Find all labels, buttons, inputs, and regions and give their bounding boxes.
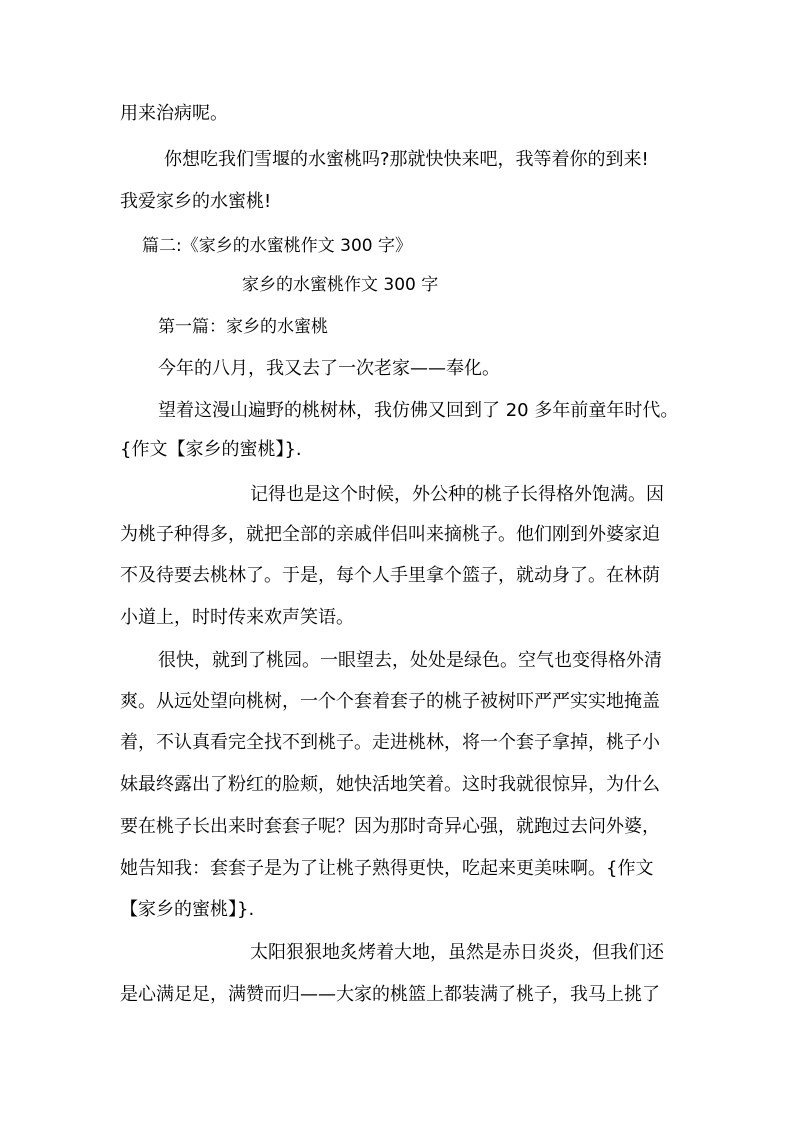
text-line: 记得也是这个时候，外公种的桃子长得格外饱满。因 bbox=[250, 484, 664, 505]
text-line: 是心满足足，满赞而归——大家的桃篮上都装满了桃子，我马上挑了 bbox=[120, 984, 660, 1005]
text-line: 很快，就到了桃园。一眼望去，处处是绿色。空气也变得格外清 bbox=[158, 650, 662, 671]
text-line: 用来治病呢。 bbox=[120, 103, 228, 124]
text-line: 小道上，时时传来欢声笑语。 bbox=[120, 607, 354, 628]
text-line: 着，不认真看完全找不到桃子。走进桃林，将一个套子拿掉，桃子小 bbox=[120, 732, 660, 753]
text-line: 望着这漫山遍野的桃树林，我仿佛又回到了 20 多年前童年时代。 bbox=[158, 400, 679, 421]
text-line: 你想吃我们雪堰的水蜜桃吗?那就快快来吧，我等着你的到来! bbox=[164, 149, 649, 170]
text-line: 爽。从远处望向桃树，一个个套着套子的桃子被树吓严严实实地掩盖 bbox=[120, 691, 660, 712]
text-line: 【家乡的蜜桃】}. bbox=[120, 899, 255, 920]
section-heading: 篇二:《家乡的水蜜桃作文 300 字》 bbox=[142, 236, 412, 256]
text-line: {作文【家乡的蜜桃】}. bbox=[120, 439, 302, 460]
text-line: 要在桃子长出来时套套子呢？因为那时奇异心强，就跑过去问外婆， bbox=[120, 816, 660, 837]
text-line: 太阳狠狠地炙烤着大地，虽然是赤日炎炎，但我们还 bbox=[250, 942, 664, 963]
text-line: 她告知我：套套子是为了让桃子熟得更快，吃起来更美味啊。{作文 bbox=[120, 858, 654, 879]
text-line: 我爱家乡的水蜜桃! bbox=[120, 191, 272, 212]
text-line: 妹最终露出了粉红的脸颊，她快活地笑着。这时我就很惊异，为什么 bbox=[120, 774, 660, 795]
text-line: 今年的八月，我又去了一次老家——奉化。 bbox=[158, 358, 500, 379]
article-title: 家乡的水蜜桃作文 300 字 bbox=[242, 275, 439, 295]
text-line: 为桃子种得多，就把全部的亲戚伴侣叫来摘桃子。他们刚到外婆家迫 bbox=[120, 524, 660, 545]
subheading: 第一篇：家乡的水蜜桃 bbox=[158, 317, 328, 337]
text-line: 不及待要去桃林了。于是，每个人手里拿个篮子，就动身了。在林荫 bbox=[120, 565, 660, 586]
